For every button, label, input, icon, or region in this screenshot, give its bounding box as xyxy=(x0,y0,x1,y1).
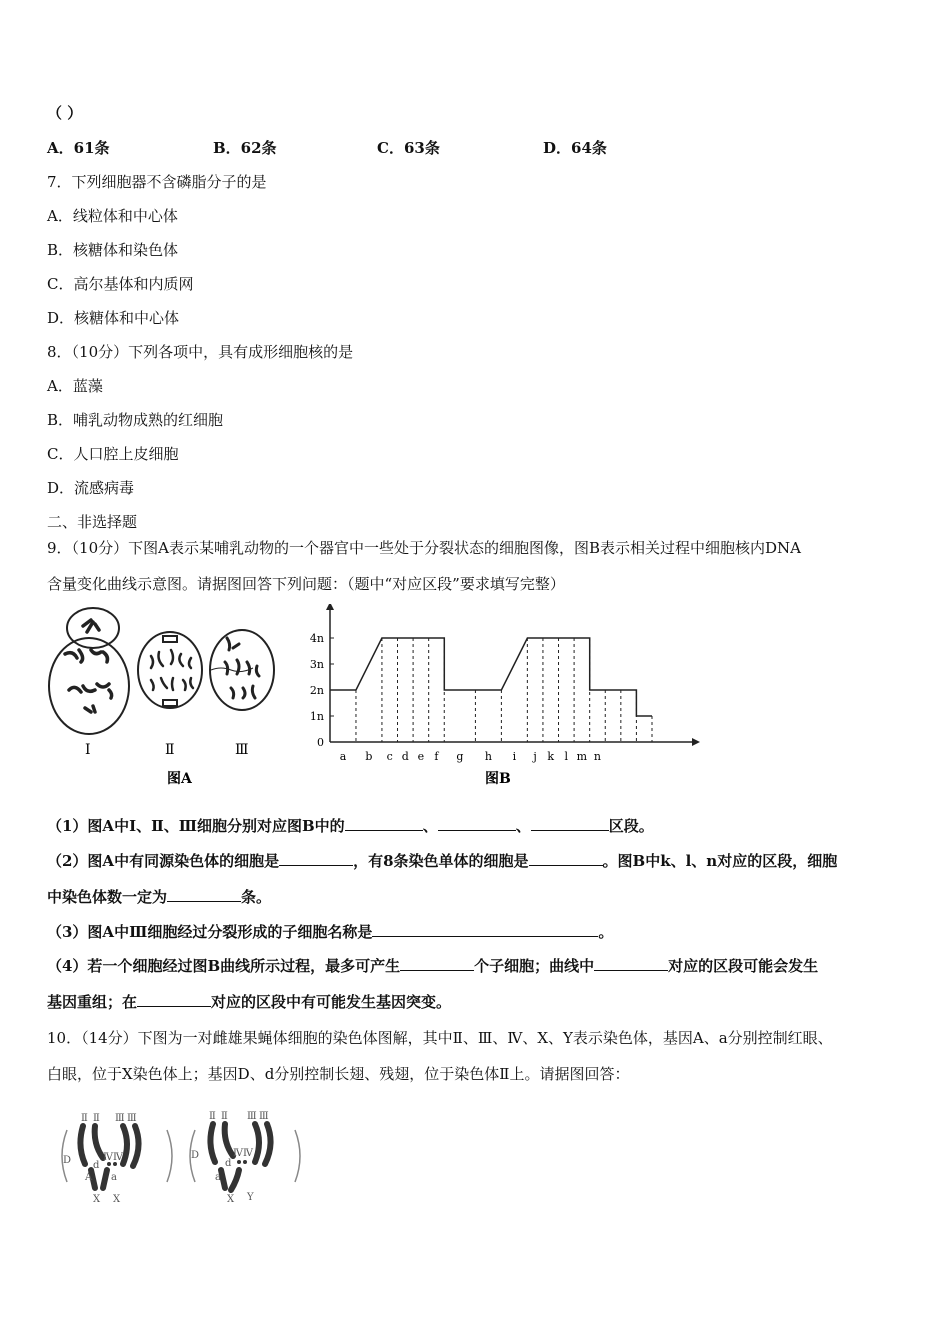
y-tick-label: 2n xyxy=(309,684,324,697)
male-label-y: Y xyxy=(247,1192,254,1203)
q9-sub2-line2 xyxy=(47,886,271,907)
male-gene-d-recessive: d xyxy=(225,1158,232,1169)
dna-content-line xyxy=(330,638,652,716)
figure-a-caption: 图A xyxy=(167,771,192,787)
answer-blank-3[interactable] xyxy=(531,816,609,831)
female-gene-d-recessive: d xyxy=(93,1160,100,1171)
q6-paren: （ ） xyxy=(47,104,83,122)
male-label-ii-1: Ⅱ xyxy=(209,1111,216,1122)
segment-label: b xyxy=(365,750,373,763)
y-tick-label: 4n xyxy=(309,632,324,645)
y-tick-label: 1n xyxy=(309,710,324,723)
q9-sub4-prefix: （4）若一个细胞经过图B曲线所示过程，最多可产生 xyxy=(47,957,401,975)
q6-option-d: D．64条 xyxy=(543,139,607,157)
answer-blank-8[interactable] xyxy=(400,956,474,971)
figure-a-cells xyxy=(47,604,282,789)
q9-sub3 xyxy=(47,921,613,942)
q9-stem-line2: 含量变化曲线示意图。请据图回答下列问题：（题中“对应区段”要求填写完整） xyxy=(47,575,565,593)
male-label-x: X xyxy=(227,1194,235,1205)
q9-sub4 xyxy=(47,955,818,976)
figure-a-label-i: Ⅰ xyxy=(85,742,91,758)
answer-blank-9[interactable] xyxy=(594,956,668,971)
q9-sub4-line2 xyxy=(47,991,451,1012)
q8-stem: 8．（10分）下列各项中，具有成形细胞核的是 xyxy=(47,343,354,361)
figure-a-label-ii: Ⅱ xyxy=(165,742,175,758)
male-karyotype xyxy=(190,1111,300,1205)
answer-blank-6[interactable] xyxy=(167,887,241,902)
q10-line2: 白眼，位于X染色体上；基因D、d分别控制长翅、残翅，位于染色体Ⅱ上。请据图回答： xyxy=(47,1065,630,1083)
y-axis-arrow xyxy=(326,604,334,610)
male-label-iv-2: Ⅳ xyxy=(243,1148,253,1159)
q9-sub1-sep1: 、 xyxy=(422,817,438,835)
female-label-iv-2: Ⅳ xyxy=(113,1152,123,1163)
q10-line1: 10．（14分）下图为一对雌雄果蝇体细胞的染色体图解，其中Ⅱ、Ⅲ、Ⅳ、X、Y表示染色体，基因A、a分别控制红眼、 xyxy=(47,1029,833,1047)
q9-sub1-suffix: 区段。 xyxy=(608,817,654,835)
q9-sub2-line2-suffix: 条。 xyxy=(241,888,272,906)
segment-label: j xyxy=(533,750,537,763)
figure-b-caption: 图B xyxy=(485,771,511,787)
y-tick-label: 3n xyxy=(309,658,324,671)
female-label-x-2: X xyxy=(113,1194,121,1205)
cell-ii-drawing xyxy=(138,632,202,708)
q9-sub3-suffix: 。 xyxy=(598,923,614,941)
q9-sub2-tail: 。图B中k、l、n对应的区段，细胞 xyxy=(602,852,838,870)
q9-sub4-mid: 个子细胞；曲线中 xyxy=(474,957,595,975)
q8-option-d: D．流感病毒 xyxy=(47,479,135,497)
female-gene-a-recessive: a xyxy=(111,1172,117,1183)
answer-blank-4[interactable] xyxy=(279,851,353,866)
q9-sub2-prefix: （2）图A中有同源染色体的细胞是 xyxy=(47,852,280,870)
y-tick-label: 0 xyxy=(317,736,324,749)
answer-blank-7[interactable] xyxy=(372,922,598,937)
female-label-ii-1: Ⅱ xyxy=(81,1113,88,1124)
answer-blank-1[interactable] xyxy=(345,816,423,831)
male-gene-a-recessive: a xyxy=(215,1172,221,1183)
male-label-iv-1: Ⅳ xyxy=(233,1148,243,1159)
q7-option-b: B．核糖体和染色体 xyxy=(47,241,179,259)
q7-option-a: A．线粒体和中心体 xyxy=(47,207,178,225)
figure-b-chart xyxy=(290,604,710,789)
segment-label: a xyxy=(339,750,347,763)
q9-sub1 xyxy=(47,815,654,836)
q9-sub2 xyxy=(47,850,837,871)
segment-label: f xyxy=(434,750,439,763)
male-label-iii-2: Ⅲ xyxy=(259,1111,269,1122)
segment-label: l xyxy=(564,750,569,763)
segment-label: g xyxy=(456,750,464,763)
segment-label: n xyxy=(593,750,602,763)
x-axis-arrow xyxy=(692,738,700,746)
answer-blank-10[interactable] xyxy=(137,992,211,1007)
q7-option-c: C．高尔基体和内质网 xyxy=(47,275,194,293)
segment-label: c xyxy=(386,750,393,763)
chart-layer xyxy=(310,604,700,763)
segment-label: e xyxy=(417,750,425,763)
q9-sub4-tail: 对应的区段可能会发生 xyxy=(668,957,819,975)
female-label-ii-2: Ⅱ xyxy=(93,1113,100,1124)
cell-iii-drawing xyxy=(210,630,274,710)
q6-option-c: C．63条 xyxy=(377,139,440,157)
q9-sub1-sep2: 、 xyxy=(515,817,531,835)
q9-sub4-line2-suffix: 对应的区段中有可能发生基因突变。 xyxy=(211,993,452,1011)
q8-option-b: B．哺乳动物成熟的红细胞 xyxy=(47,411,224,429)
q9-stem-line1: 9．（10分）下图A表示某哺乳动物的一个器官中一些处于分裂状态的细胞图像，图B表示相关过程中细胞核内DNA xyxy=(47,539,801,557)
q9-sub1-prefix: （1）图A中Ⅰ、Ⅱ、Ⅲ细胞分别对应图B中的 xyxy=(47,817,345,835)
segment-label: h xyxy=(484,750,492,763)
q8-option-c: C．人口腔上皮细胞 xyxy=(47,445,179,463)
female-label-x-1: X xyxy=(93,1194,101,1205)
q8-option-a: A．蓝藻 xyxy=(47,377,103,395)
answer-blank-2[interactable] xyxy=(438,816,516,831)
q6-option-b: B．62条 xyxy=(213,139,277,157)
q9-sub4-line2-prefix: 基因重组；在 xyxy=(47,993,138,1011)
section-heading: 二、非选择题 xyxy=(47,513,138,531)
male-label-iii-1: Ⅲ xyxy=(247,1111,257,1122)
female-label-iv-1: Ⅳ xyxy=(103,1152,113,1163)
q6-option-a: A．61条 xyxy=(47,139,110,157)
female-label-iii-1: Ⅲ xyxy=(115,1113,125,1124)
female-label-iii-2: Ⅲ xyxy=(127,1113,137,1124)
q7-option-d: D．核糖体和中心体 xyxy=(47,309,180,327)
q9-sub3-prefix: （3）图A中Ⅲ细胞经过分裂形成的子细胞名称是 xyxy=(47,923,373,941)
fruit-fly-chromosome-figure xyxy=(55,1108,315,1208)
female-gene-a: A xyxy=(85,1172,93,1183)
answer-blank-5[interactable] xyxy=(529,851,603,866)
q9-sub2-mid: ，有8条染色单体的细胞是 xyxy=(353,852,529,870)
q7-stem: 7．下列细胞器不含磷脂分子的是 xyxy=(47,173,267,191)
segment-label: d xyxy=(401,750,409,763)
segment-label: k xyxy=(547,750,555,763)
male-gene-d: D xyxy=(191,1150,200,1161)
female-karyotype xyxy=(62,1113,172,1205)
figure-a-label-iii: Ⅲ xyxy=(235,742,249,758)
segment-label: i xyxy=(512,750,517,763)
female-gene-d: D xyxy=(63,1155,72,1166)
cell-i-drawing xyxy=(49,608,129,734)
q9-sub2-line2-prefix: 中染色体数一定为 xyxy=(47,888,168,906)
male-label-ii-2: Ⅱ xyxy=(221,1111,228,1122)
segment-label: m xyxy=(576,750,588,763)
